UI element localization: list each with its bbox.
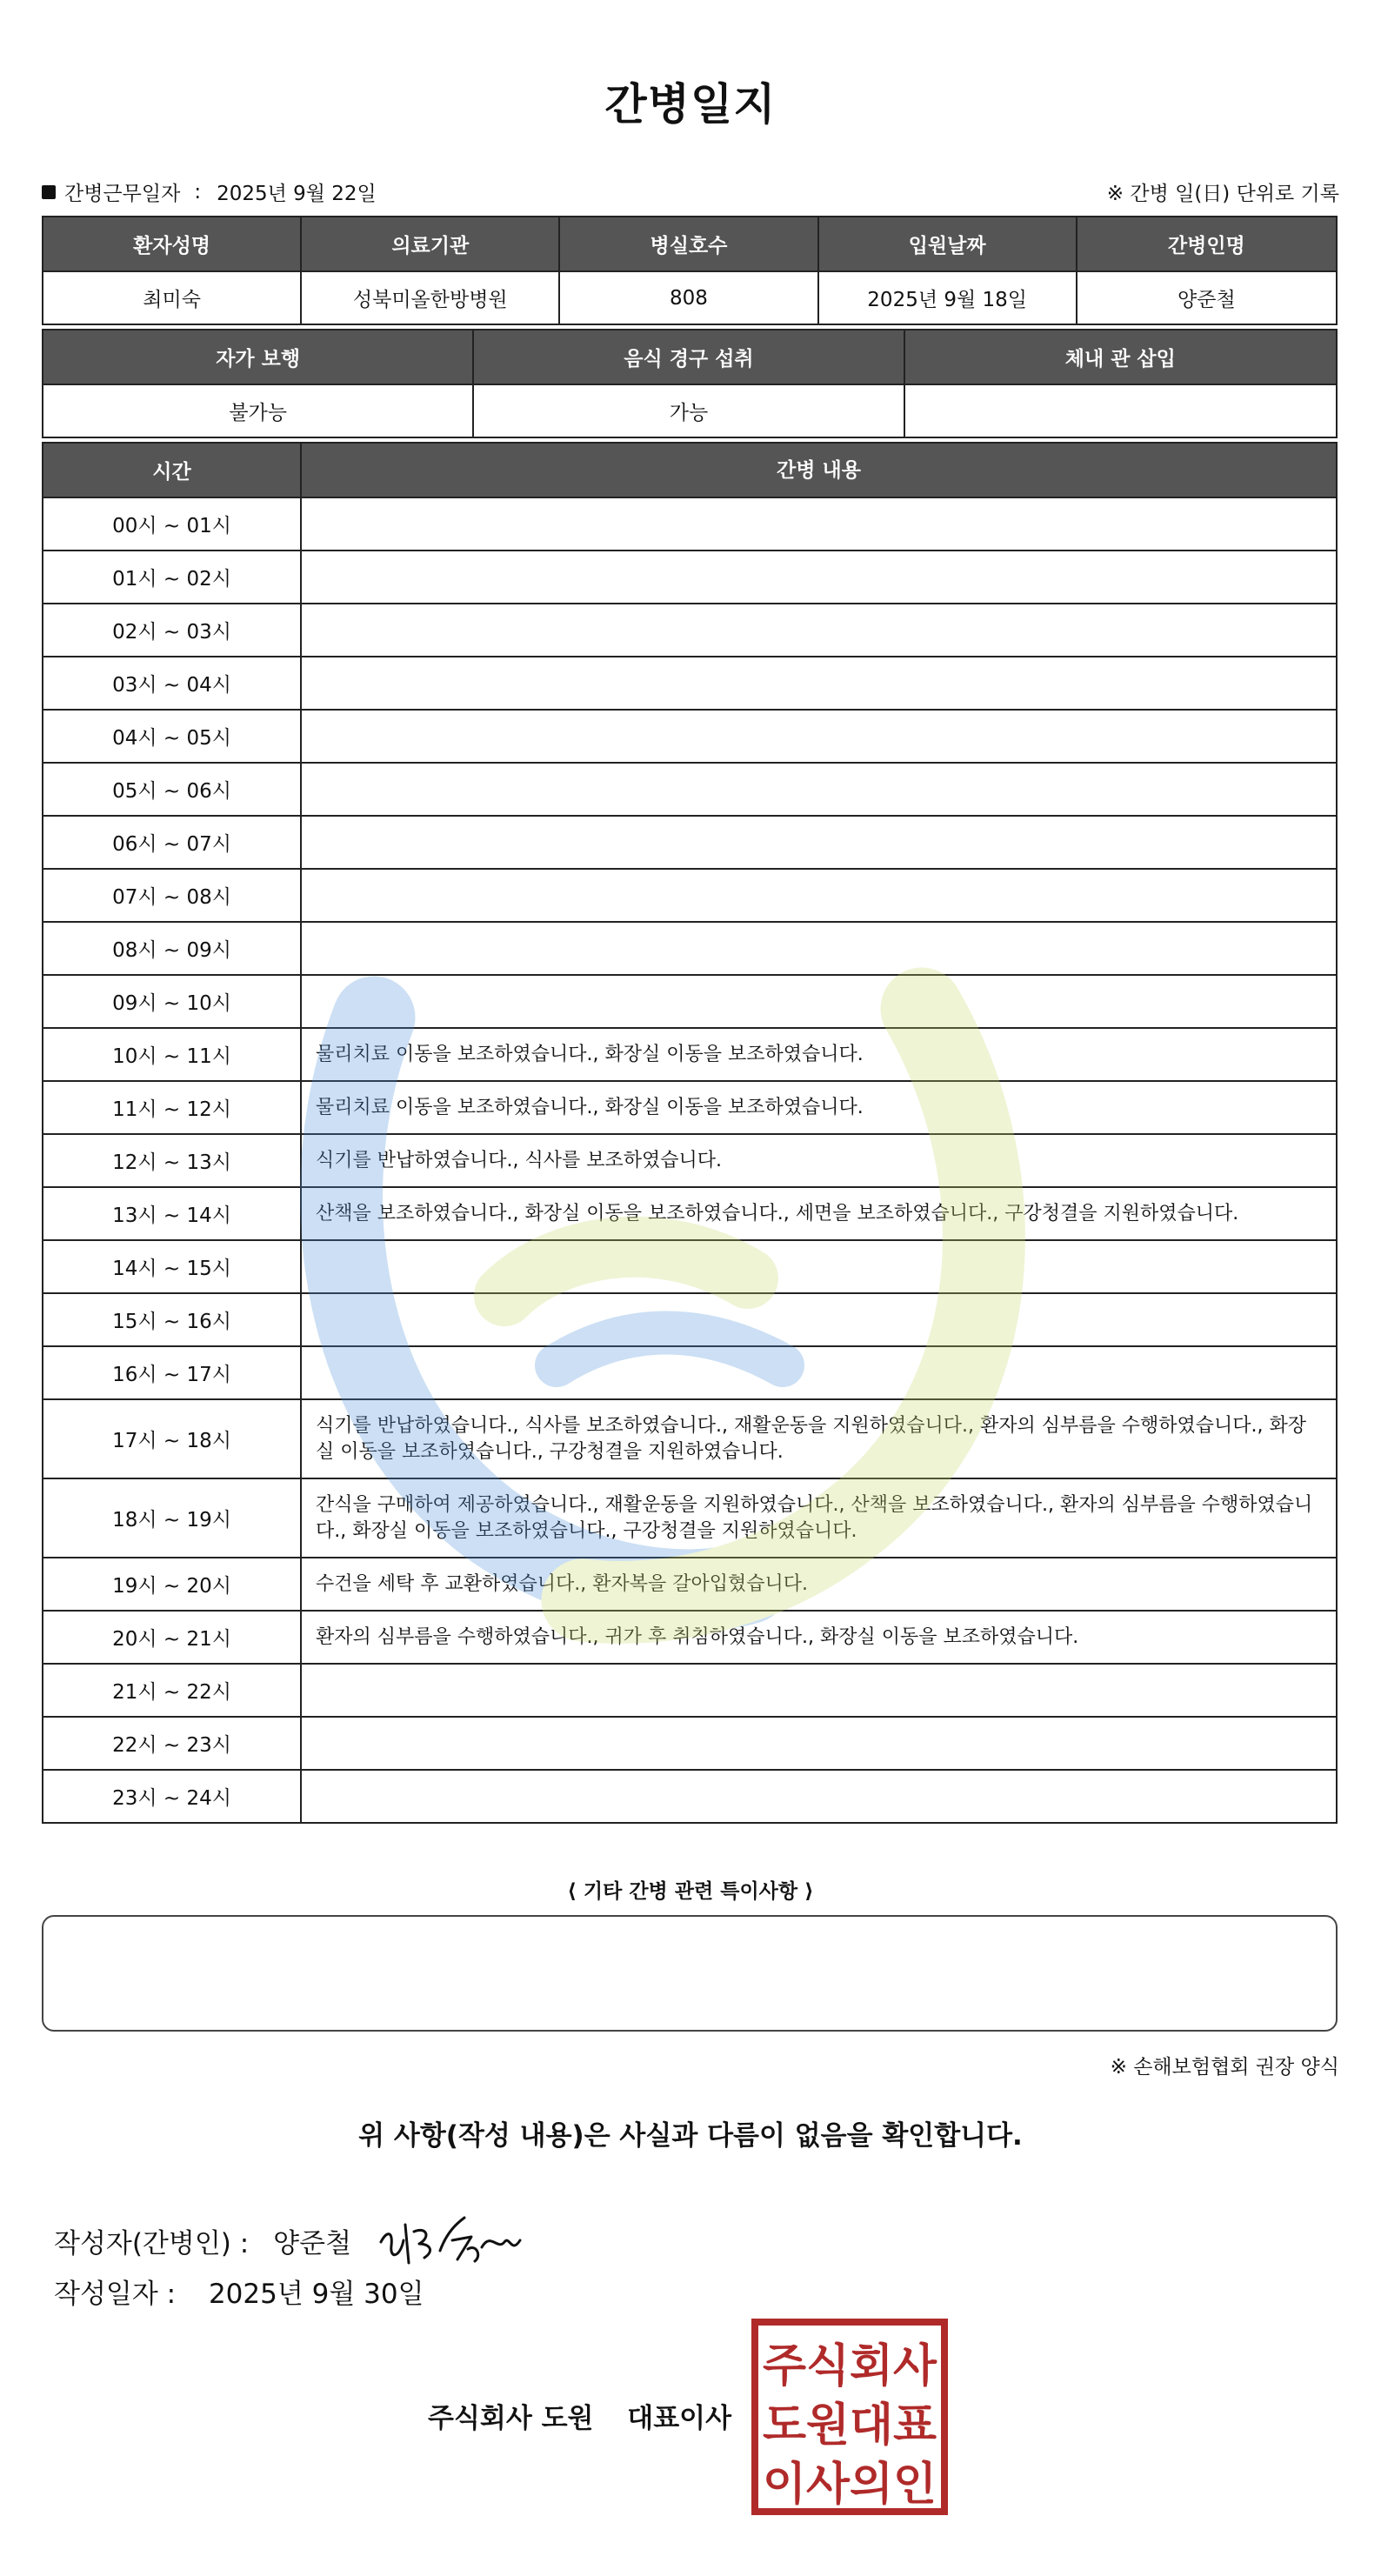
written-date-label: 작성일자 : — [54, 2279, 177, 2310]
work-date-value: 2025년 9월 22일 — [217, 183, 377, 205]
care-log-time: 01시 ~ 02시 — [43, 551, 302, 603]
seal-text-line: 도원대표 — [763, 2399, 937, 2452]
care-log-row — [43, 1478, 1336, 1557]
header-time: 시간 — [43, 444, 302, 497]
written-date-value: 2025년 9월 30일 — [208, 2279, 424, 2310]
care-log-content — [302, 604, 1336, 656]
care-log-row — [43, 921, 1336, 974]
care-log-content: 산책을 보조하였습니다., 화장실 이동을 보조하였습니다., 세면을 보조하였습니다., 구강청결을 지원하였습니다. — [316, 1202, 1239, 1225]
care-log-row — [43, 497, 1336, 550]
care-log-row — [43, 974, 1336, 1027]
care-log-time: 06시 ~ 07시 — [43, 817, 302, 868]
care-log-time: 10시 ~ 11시 — [43, 1029, 302, 1080]
care-log-time: 15시 ~ 16시 — [43, 1294, 302, 1345]
company-name: 주식회사 도원 — [428, 2403, 594, 2434]
form-source-note: ※ 손해보험협회 권장 양식 — [1110, 2056, 1339, 2079]
care-log-content: 식기를 반납하였습니다., 식사를 보조하였습니다., 재활운동을 지원하였습니다., 환자의 심부름을 수행하였습니다., 화장실 이동을 보조하였습니다., 구강청결을 지원하였습니다. — [316, 1414, 1306, 1463]
writer-name: 양준철 — [273, 2227, 352, 2259]
care-log-time: 08시 ~ 09시 — [43, 923, 302, 974]
care-log-time: 03시 ~ 04시 — [43, 657, 302, 709]
care-log-header-row — [43, 444, 1336, 497]
seal-text-line: 주식회사 — [763, 2340, 937, 2392]
header-caregiver-name: 간병인명 — [1077, 217, 1336, 270]
care-log-row — [43, 762, 1336, 815]
care-log-content: 수건을 세탁 후 교환하였습니다., 환자복을 갈아입혔습니다. — [316, 1572, 808, 1595]
care-log-row — [43, 1716, 1336, 1769]
patient-status-header-row — [43, 330, 1336, 384]
written-date-line — [54, 2272, 424, 2311]
care-log-content: 간식을 구매하여 제공하였습니다., 재활운동을 지원하였습니다., 산책을 보조하였습니다., 환자의 심부름을 수행하였습니다., 화장실 이동을 보조하였습니다., 구강청결을 지원하였습니다. — [316, 1493, 1313, 1542]
care-log-time: 12시 ~ 13시 — [43, 1135, 302, 1186]
care-log-row — [43, 1769, 1336, 1822]
remarks-box — [42, 1915, 1338, 2032]
care-log-time: 20시 ~ 21시 — [43, 1612, 302, 1663]
self-walking-value: 불가능 — [43, 385, 474, 437]
care-log-time: 07시 ~ 08시 — [43, 870, 302, 921]
header-self-walking: 자가 보행 — [43, 330, 474, 384]
care-log-row — [43, 1398, 1336, 1478]
hospital-value: 성북미올한방병원 — [302, 272, 560, 324]
care-log-time: 02시 ~ 03시 — [43, 604, 302, 656]
care-log-content: 물리치료 이동을 보조하였습니다., 화장실 이동을 보조하였습니다. — [316, 1096, 864, 1118]
handwritten-signature-icon — [374, 2206, 539, 2275]
care-log-row — [43, 1239, 1336, 1292]
patient-status-table — [42, 329, 1338, 438]
care-log-row — [43, 1027, 1336, 1080]
care-log-content — [302, 870, 1336, 921]
care-log-content — [302, 1347, 1336, 1398]
patient-info-table — [42, 216, 1338, 325]
writer-label: 작성자(간병인) : — [54, 2227, 250, 2259]
work-date-label: 간병근무일자 — [64, 183, 181, 205]
patient-status-value-row — [43, 384, 1336, 437]
header-oral-intake: 음식 경구 섭취 — [474, 330, 904, 384]
header-hospital: 의료기관 — [302, 217, 560, 270]
care-log-content — [302, 657, 1336, 709]
care-log-row — [43, 815, 1336, 868]
care-log-row — [43, 1080, 1336, 1133]
care-log-time: 17시 ~ 18시 — [43, 1400, 302, 1478]
care-log-content: 물리치료 이동을 보조하였습니다., 화장실 이동을 보조하였습니다. — [316, 1043, 864, 1065]
care-log-content — [302, 923, 1336, 974]
care-log-table — [42, 442, 1338, 1824]
care-log-row — [43, 709, 1336, 762]
care-log-time: 14시 ~ 15시 — [43, 1241, 302, 1292]
writer-line — [54, 2206, 539, 2275]
tube-insertion-value — [905, 385, 1336, 437]
care-log-row — [43, 1133, 1336, 1186]
company-seal-icon — [751, 2319, 948, 2515]
seal-text-line: 이사의인 — [763, 2459, 937, 2511]
care-log-time: 22시 ~ 23시 — [43, 1718, 302, 1769]
care-log-content — [302, 711, 1336, 762]
patient-info-header-row — [43, 217, 1336, 270]
care-log-time: 04시 ~ 05시 — [43, 711, 302, 762]
care-log-time: 09시 ~ 10시 — [43, 976, 302, 1027]
record-unit-note: ※ 간병 일(日) 단위로 기록 — [1106, 183, 1339, 205]
patient-info-value-row — [43, 270, 1336, 324]
care-log-content — [302, 817, 1336, 868]
header-patient-name: 환자성명 — [43, 217, 302, 270]
care-log-time: 19시 ~ 20시 — [43, 1558, 302, 1610]
care-log-time: 00시 ~ 01시 — [43, 498, 302, 550]
company-line — [428, 2396, 731, 2435]
care-log-time: 05시 ~ 06시 — [43, 764, 302, 815]
confirmation-statement: 위 사항(작성 내용)은 사실과 다름이 없음을 확인합니다. — [358, 2120, 1023, 2152]
care-log-row — [43, 656, 1336, 709]
care-log-content — [302, 1771, 1336, 1822]
care-log-row — [43, 868, 1336, 921]
care-log-row — [43, 550, 1336, 603]
care-log-time: 13시 ~ 14시 — [43, 1188, 302, 1239]
work-date-line — [42, 177, 377, 206]
care-log-time: 11시 ~ 12시 — [43, 1082, 302, 1133]
care-log-row — [43, 1663, 1336, 1716]
care-log-content — [302, 1294, 1336, 1345]
care-log-content — [302, 551, 1336, 603]
header-room: 병실호수 — [560, 217, 818, 270]
care-log-time: 18시 ~ 19시 — [43, 1479, 302, 1557]
care-log-time: 16시 ~ 17시 — [43, 1347, 302, 1398]
header-tube-insertion: 체내 관 삽입 — [905, 330, 1336, 384]
work-date-separator: : — [194, 180, 202, 204]
care-log-content — [302, 498, 1336, 550]
company-role: 대표이사 — [627, 2403, 732, 2434]
care-log-content: 환자의 심부름을 수행하였습니다., 귀가 후 취침하였습니다., 화장실 이동을 보조하였습니다. — [316, 1625, 1079, 1648]
page-title: 간병일지 — [604, 79, 777, 130]
patient-name-value: 최미숙 — [43, 272, 302, 324]
header-care-content: 간병 내용 — [302, 444, 1336, 497]
care-log-content — [302, 764, 1336, 815]
oral-intake-value: 가능 — [474, 385, 904, 437]
care-log-row — [43, 1345, 1336, 1398]
admission-date-value: 2025년 9월 18일 — [819, 272, 1077, 324]
bullet-square-icon — [42, 185, 56, 199]
care-log-time: 21시 ~ 22시 — [43, 1665, 302, 1716]
care-log-row — [43, 1557, 1336, 1610]
care-log-content — [302, 1241, 1336, 1292]
care-log-content: 식기를 반납하였습니다., 식사를 보조하였습니다. — [316, 1149, 723, 1171]
header-admission-date: 입원날짜 — [819, 217, 1077, 270]
caregiver-name-value: 양준철 — [1178, 289, 1236, 311]
care-log-time: 23시 ~ 24시 — [43, 1771, 302, 1822]
care-log-row — [43, 1610, 1336, 1663]
care-log-row — [43, 1186, 1336, 1239]
care-log-content — [302, 976, 1336, 1027]
room-value: 808 — [560, 272, 818, 324]
care-log-content — [302, 1665, 1336, 1716]
care-log-row — [43, 1292, 1336, 1345]
care-log-content — [302, 1718, 1336, 1769]
remarks-title: ⟨ 기타 간병 관련 특이사항 ⟩ — [567, 1880, 814, 1903]
care-log-row — [43, 603, 1336, 656]
